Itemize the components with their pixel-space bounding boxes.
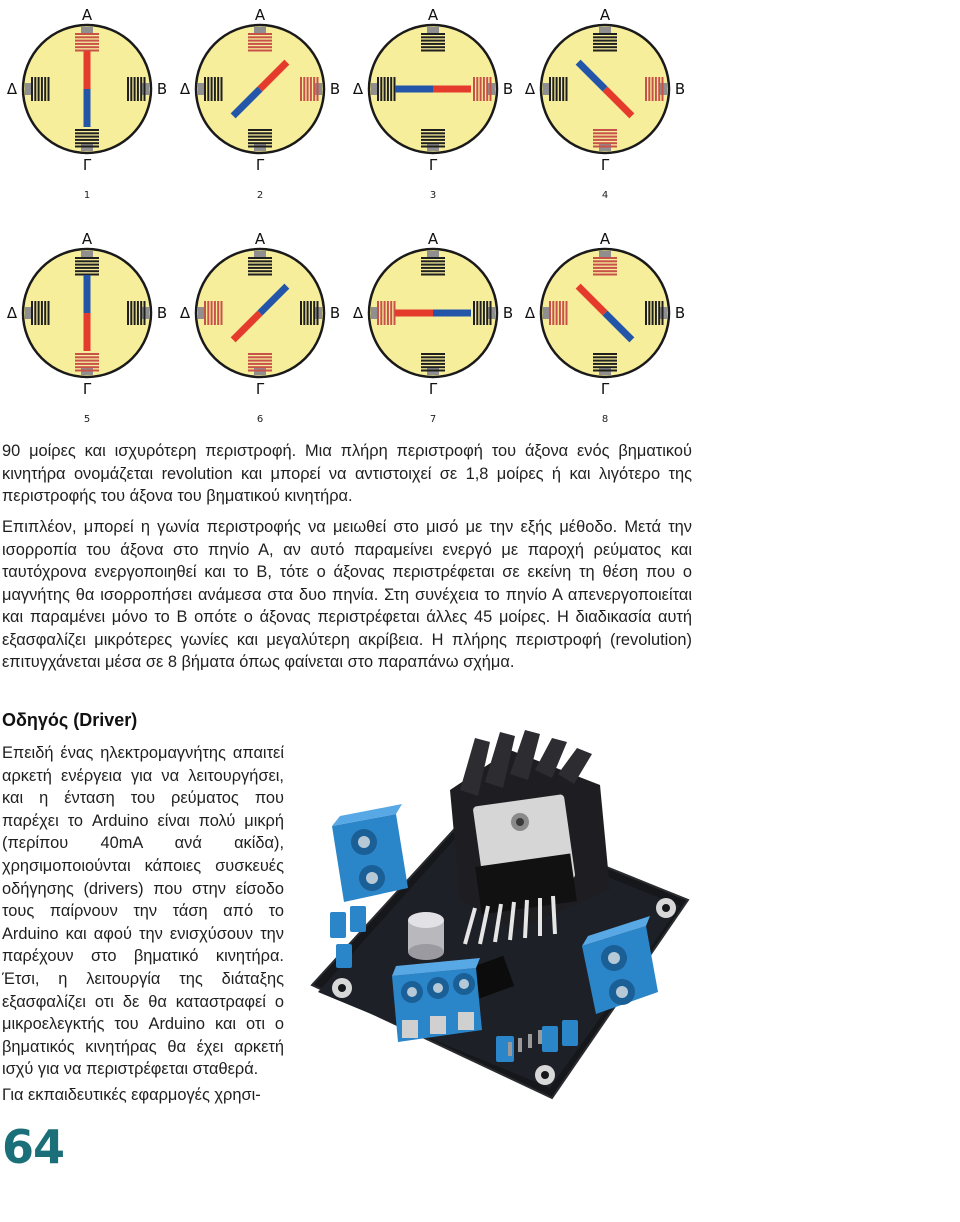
motor-step-5 (7, 230, 167, 425)
pole-label-bottom: Γ (428, 380, 438, 398)
stepper-steps-figure (0, 0, 700, 430)
motor-step-2 (180, 6, 340, 201)
motor-step-3 (353, 6, 513, 201)
pole-label-right: Β (156, 80, 168, 98)
terminal-block-left (332, 804, 408, 902)
pole-label-left: Δ (6, 80, 18, 98)
step-number: 8 (601, 414, 609, 425)
pole-label-right: Β (329, 80, 341, 98)
step-number: 3 (429, 190, 437, 201)
l298n-driver-board-photo (300, 730, 700, 1110)
step-number: 4 (601, 190, 609, 201)
section-heading-driver: Οδηγός (Driver) (2, 710, 138, 730)
pole-label-left: Δ (179, 304, 191, 322)
step-number: 5 (83, 414, 91, 425)
paragraph-driver: Επειδή ένας ηλεκτρομαγνήτης απαιτεί αρκετή ενέργεια για να λειτουργήσει, και η ένταση του ρεύματος που παρέχει το Arduino είναι πολύ μικρή (περίπου 40mA ανά ακίδα), χρησιμοποιούνται κάποιες συσκευές οδήγησης (drivers) που στην είσοδο τους παίρνουν την τάση από το Arduino και αφού την ενισχύσουν την παρέχουν στο βηματικό κινητήρα. Έτσι, η λειτουργία της διάταξης εξασφαλίζει οτι δε θα καταστραφεί ο μικροελεγκτής του Arduino και οτι ο βηματικός κινητήρας θα έχει αρκετή ισχύ για να περιστρέφεται σταθερά. (2, 744, 284, 1079)
pole-label-right: Β (674, 80, 686, 98)
pole-label-right: Β (329, 304, 341, 322)
pole-label-right: Β (502, 304, 514, 322)
step-number: 7 (429, 414, 437, 425)
pole-label-left: Δ (6, 304, 18, 322)
paragraph-half-step: Επιπλέον, μπορεί η γωνία περιστροφής να μειωθεί στο μισό με την εξής μέθοδο. Μετά την ισορροπία του άξονα στο πηνίο Α, αν αυτό παραμείνει ενεργό με παροχή ρεύματος και ταυτόχρονα ενεργοποιηθεί και το Β, τότε ο άξονας περιστρέφεται σε εκείνη τη θέση που ο μαγνήτης θα ισορροπήσει ανάμεσα στα δυο πηνία. Στη συνέχεια το πηνίο Α απενεργοποιείται και παραμένει μόνο το Β οπότε ο άξονας περιστρέφεται άλλες 45 μοίρες. Η διαδικασία αυτή εξασφαλίζει μικρότερες γωνίες και μεγαλύτερη ακρίβεια. Η πλήρης περιστροφή (revolution) επιτυγχάνεται μέσα σε 8 βήματα όπως φαίνεται στο παραπάνω σχήμα. (2, 518, 692, 671)
pole-label-left: Δ (524, 80, 536, 98)
capacitor (408, 912, 444, 960)
pole-label-right: Β (502, 80, 514, 98)
pole-label-top: Α (427, 230, 439, 248)
pole-label-top: Α (599, 230, 611, 248)
pole-label-bottom: Γ (428, 156, 438, 174)
pole-label-bottom: Γ (82, 156, 92, 174)
pole-label-bottom: Γ (600, 156, 610, 174)
pole-label-left: Δ (352, 304, 364, 322)
pole-label-right: Β (674, 304, 686, 322)
pole-label-left: Δ (179, 80, 191, 98)
page-number: 64 (2, 1120, 65, 1174)
heatsink (450, 730, 610, 930)
pole-label-top: Α (427, 6, 439, 24)
pole-label-left: Δ (352, 80, 364, 98)
pole-label-bottom: Γ (600, 380, 610, 398)
pole-label-top: Α (81, 6, 93, 24)
paragraph-continuation: Για εκπαιδευτικές εφαρμογές χρησι- (2, 1086, 261, 1104)
motor-step-6 (180, 230, 340, 425)
pole-label-bottom: Γ (255, 156, 265, 174)
terminal-block-bottom (392, 958, 482, 1042)
paragraph-revolution: 90 μοίρες και ισχυρότερη περιστροφή. Μια πλήρη περιστροφή του άξονα ενός βηματικού κινητήρα ονομάζεται revolution και μπορεί να αντιστοιχεί σε 1,8 μοίρες ή και λιγότερο της περιστροφής του άξονα του βηματικού κινητήρα. (2, 442, 692, 505)
motor-step-4 (525, 6, 685, 201)
motor-step-7 (353, 230, 513, 425)
step-number: 6 (256, 414, 264, 425)
pole-label-left: Δ (524, 304, 536, 322)
step-number: 1 (83, 190, 91, 201)
pole-label-top: Α (81, 230, 93, 248)
pole-label-top: Α (254, 6, 266, 24)
motor-step-1 (7, 6, 167, 201)
pole-label-right: Β (156, 304, 168, 322)
pole-label-bottom: Γ (82, 380, 92, 398)
pole-label-top: Α (254, 230, 266, 248)
motor-step-8 (525, 230, 685, 425)
pole-label-bottom: Γ (255, 380, 265, 398)
step-number: 2 (256, 190, 264, 201)
pole-label-top: Α (599, 6, 611, 24)
